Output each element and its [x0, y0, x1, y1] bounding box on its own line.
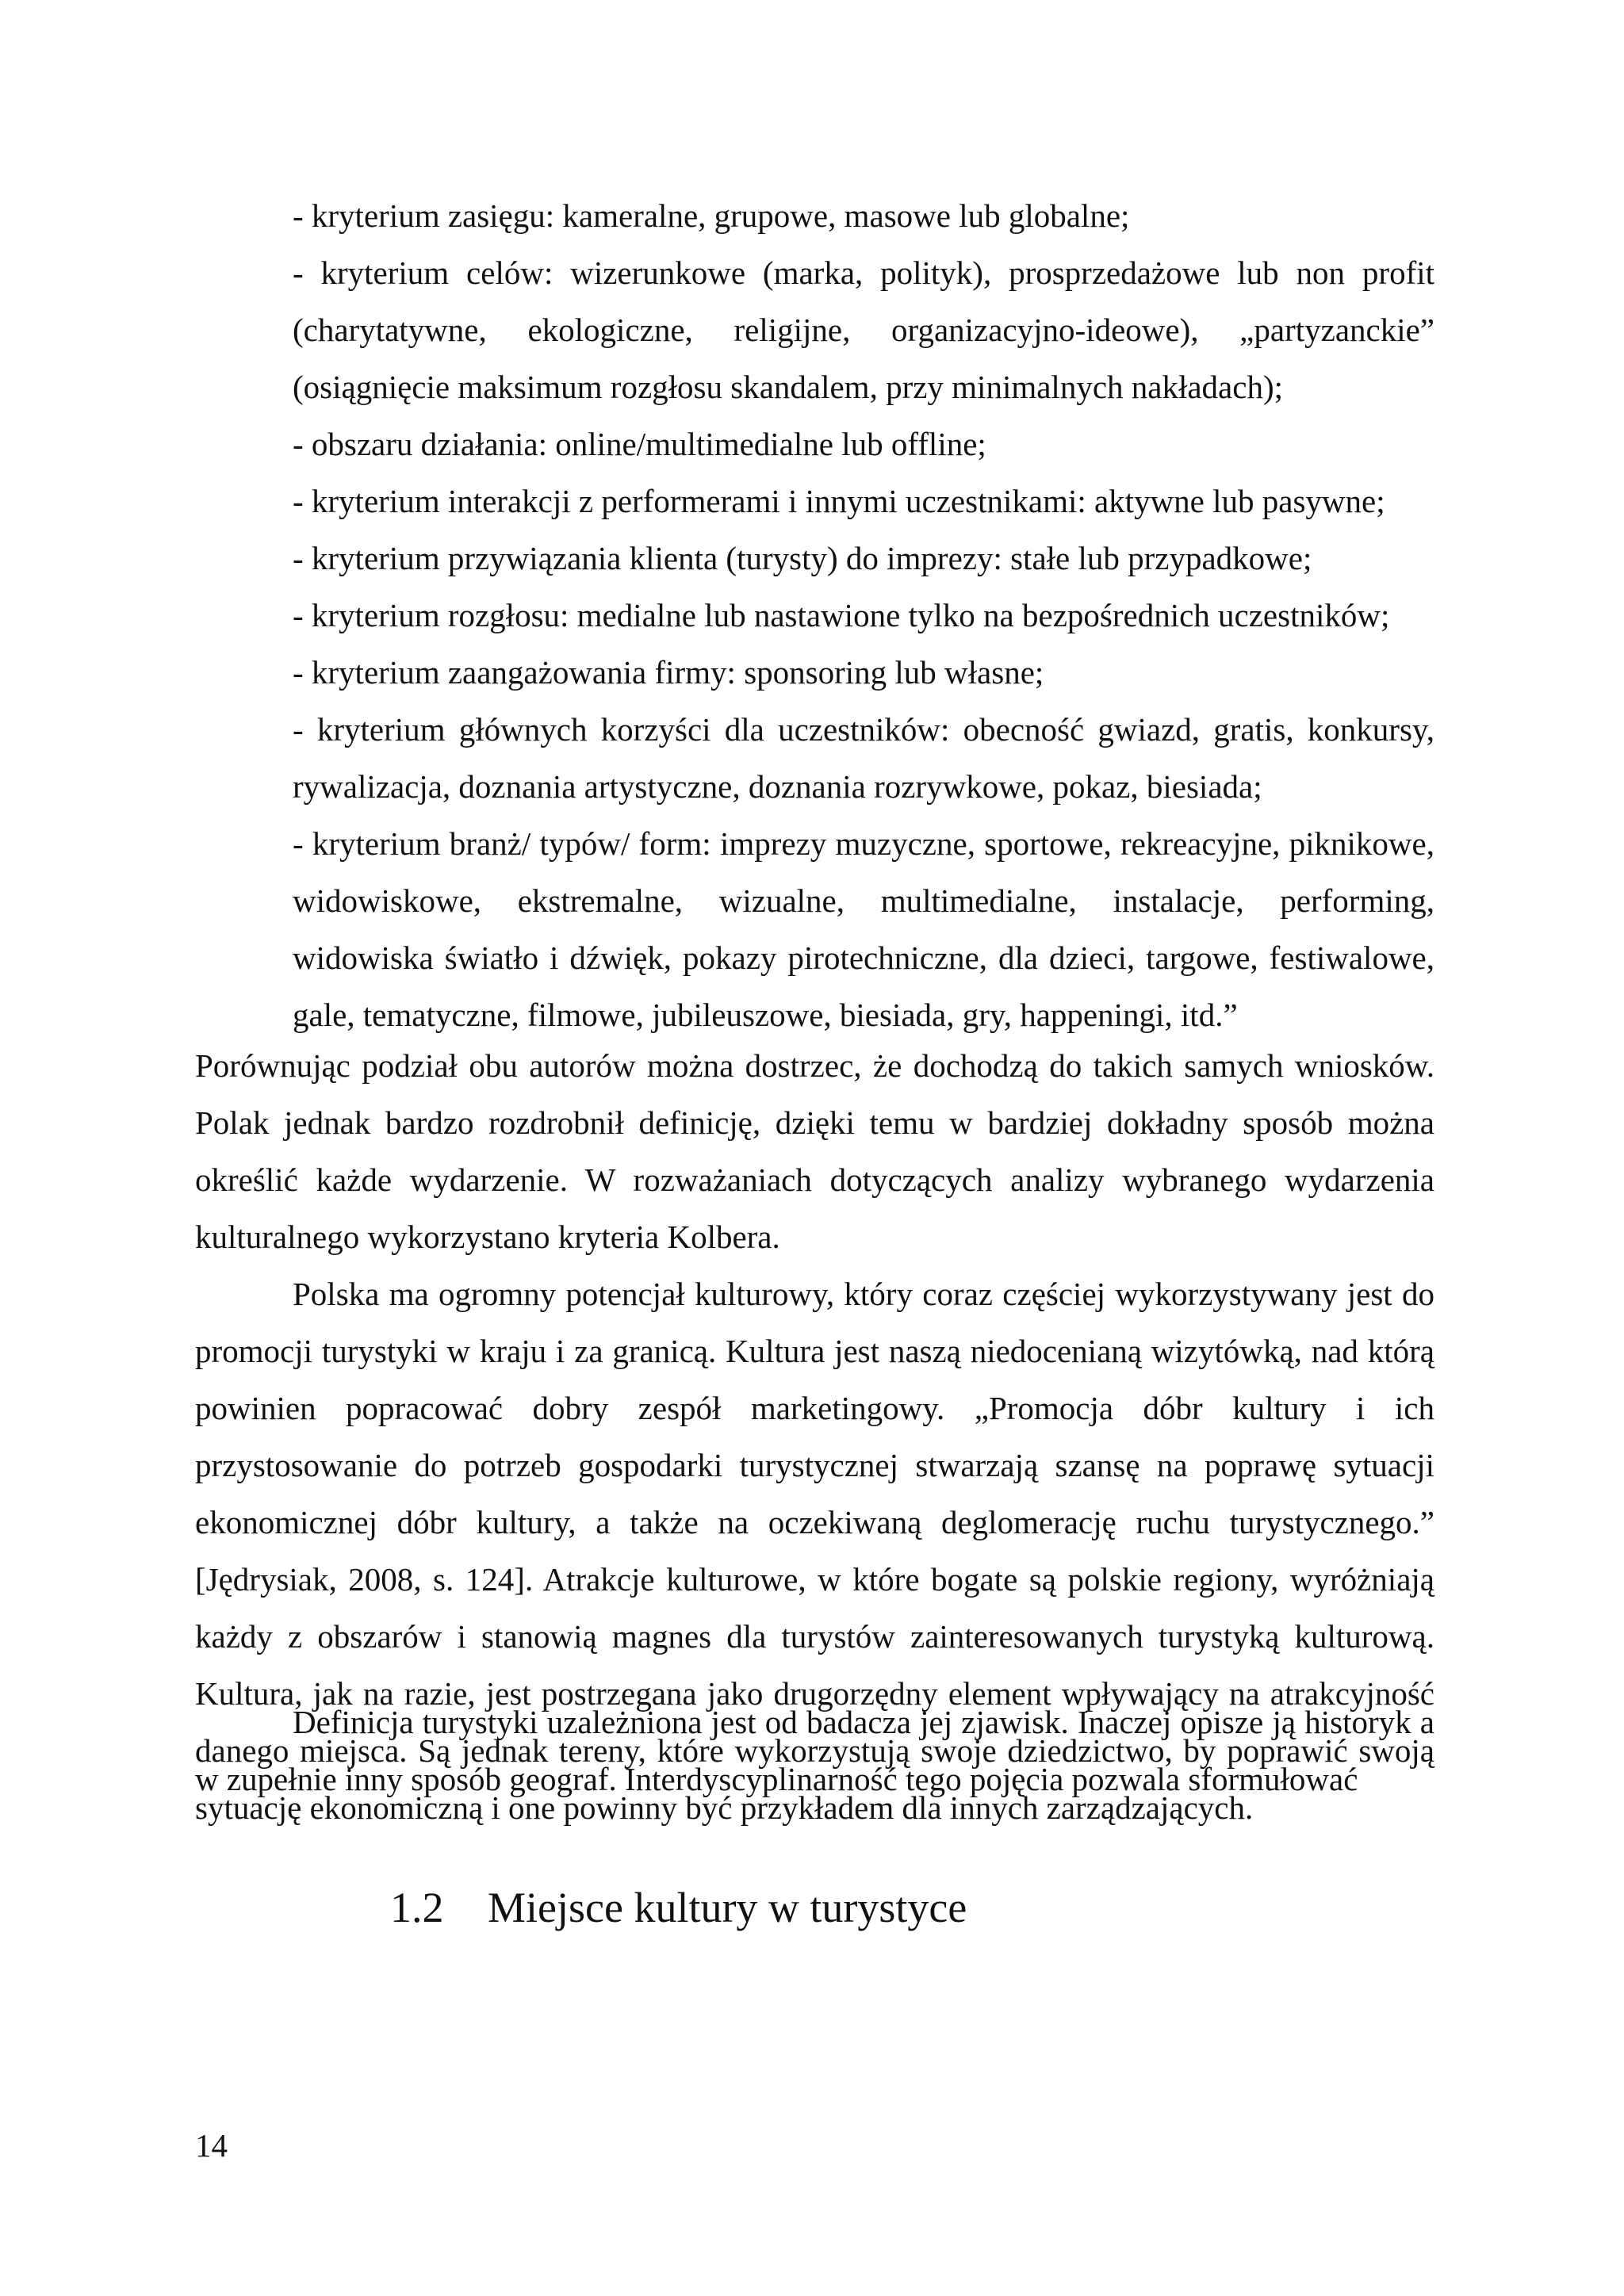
list-item: - kryterium zaangażowania firmy: sponsoring lub własne; [293, 654, 1044, 691]
section-heading [390, 1879, 967, 1936]
page-number: 14 [195, 2127, 228, 2164]
list-item: - kryterium zasięgu: kameralne, grupowe, masowe lub globalne; [293, 197, 1130, 234]
list-item: - kryterium branż/ typów/ form: imprezy muzyczne, sportowe, rekreacyjne, piknikowe, widowiskowe, ekstremalne, wizualne, multimedialne, instalacje, performing, widowiska światło i dźwięk, pokazy pirotechniczne, dla dzieci, targowe, festiwalowe, gale, tematyczne, filmowe, jubileuszowe, biesiada, gry, happeningi, itd.” [293, 825, 1434, 1033]
list-item: - kryterium rozgłosu: medialne lub nastawione tylko na bezpośrednich uczestników; [293, 597, 1390, 633]
list-item: - kryterium celów: wizerunkowe (marka, polityk), prosprzedażowe lub non profit (charytatywne, ekologiczne, religijne, organizacyjno-ideowe), „partyzanckie” (osiągnięcie maksimum rozgłosu skandalem, przy minimalnych nakładach); [293, 254, 1434, 405]
paragraph-text: Porównując podział obu autorów można dostrzec, że dochodzą do takich samych wniosków. Polak jednak bardzo rozdrobnił definicję, dzięki temu w bardziej dokładny sposób można określić każde wydarzenie. W rozważaniach dotyczących analizy wybranego wydarzenia kulturalnego wykorzystano kryteria Kolbera. [195, 1047, 1434, 1255]
list-item: - kryterium interakcji z performerami i innymi uczestnikami: aktywne lub pasywne; [293, 483, 1385, 519]
criteria-list [293, 187, 1434, 1043]
section-title: Miejsce kultury w turystyce [488, 1884, 967, 1931]
list-item: - kryterium przywiązania klienta (turysty) do imprezy: stałe lub przypadkowe; [293, 540, 1312, 576]
section-number: 1.2 [390, 1884, 444, 1931]
paragraph-comparison [195, 1037, 1434, 1265]
paragraph-text: Definicja turystyki uzależniona jest od badacza jej zjawisk. Inaczej opisze ją historyk a w zupełnie inny sposób geograf. Interdyscyplinarność tego pojęcia pozwala sformułować [195, 1704, 1434, 1797]
paragraph-tourism-definition [195, 1693, 1434, 1808]
list-item: - kryterium głównych korzyści dla uczestników: obecność gwiazd, gratis, konkursy, rywalizacja, doznania artystyczne, doznania rozrywkowe, pokaz, biesiada; [293, 711, 1434, 805]
paragraph-text: Polska ma ogromny potencjał kulturowy, który coraz częściej wykorzystywany jest do promocji turystyki w kraju i za granicą. Kultura jest naszą niedocenianą wizytówką, nad którą powinien popracować dobry zespół marketingowy. „Promocja dóbr kultury i ich przystosowanie do potrzeb gospodarki turystycznej stwarzają szansę na poprawę sytuacji ekonomicznej dóbr kultury, a także na oczekiwaną deglomerację ruchu turystycznego.” [Jędrysiak, 2008, s. 124]. Atrakcje kulturowe, w które bogate są polskie regiony, wyróżniają każdy z obszarów i stanowią magnes dla turystów zainteresowanych turystyką kulturową. Kultura, jak na razie, jest postrzegana jako drugorzędny element wpływający na atrakcyjność danego miejsca. Są jednak tereny, które wykorzystują swoje dziedzictwo, by poprawić swoją sytuację ekonomiczną i one powinny być przykładem dla innych zarządzających. [195, 1276, 1434, 1826]
list-item: - obszaru działania: online/multimedialne lub offline; [293, 426, 986, 462]
